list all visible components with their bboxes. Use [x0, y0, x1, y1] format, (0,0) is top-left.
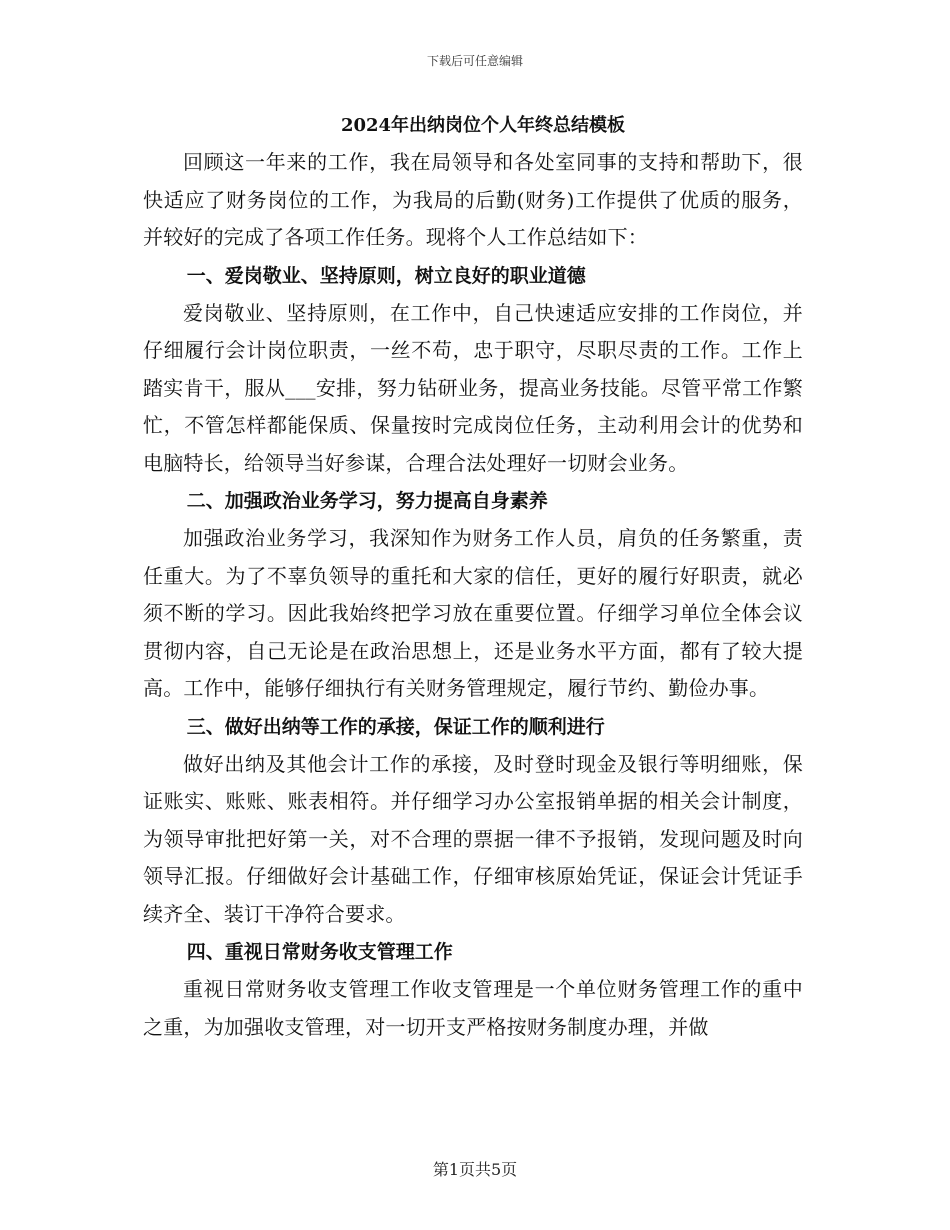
header-note: 下载后可任意编辑: [426, 54, 523, 68]
section-heading-4: 四、重视日常财务收支管理工作: [186, 941, 453, 963]
section-body-2: 加强政治业务学习，我深知作为财务工作人员，肩负的任务繁重，责任重大。为了不辜负领导的重托和大家的信任，更好的履行好职责，就必须不断的学习。因此我始终把学习放在重要位置。仔细学习单位全体会议贯彻内容，自己无论是在政治思想上，还是业务水平方面，都有了较大提高。工作中，能够仔细执行有关财务管理规定，履行节约、勤俭办事。: [143, 526, 803, 700]
section-body-3: 做好出纳及其他会计工作的承接，及时登时现金及银行等明细账，保证账实、账账、账表相符。并仔细学习办公室报销单据的相关会计制度，为领导审批把好第一关，对不合理的票据一律不予报销，发现问题及时向领导汇报。仔细做好会计基础工作，仔细审核原始凭证，保证会计凭证手续齐全、装订干净符合要求。: [143, 751, 803, 926]
document-title: 2024年出纳岗位个人年终总结模板: [340, 115, 626, 136]
section-body-1: 爱岗敬业、坚持原则，在工作中，自己快速适应安排的工作岗位，并仔细履行会计岗位职责，一丝不苟，忠于职守，尽职尽责的工作。工作上踏实肯干，服从___安排，努力钻研业务，提高业务技能。尽管平常工作繁忙，不管怎样都能保质、保量按时完成岗位任务，主动利用会计的优势和电脑特长，给领导当好参谋，合理合法处理好一切财会业务。: [143, 300, 803, 475]
section-heading-1: 一、爱岗敬业、坚持原则，树立良好的职业道德: [186, 264, 586, 287]
intro-paragraph: 回顾这一年来的工作，我在局领导和各处室同事的支持和帮助下，很快适应了财务岗位的工作，为我局的后勤(财务)工作提供了优质的服务，并较好的完成了各项工作任务。现将个人工作总结如下：: [143, 150, 803, 249]
section-heading-2: 二、加强政治业务学习，努力提高自身素养: [186, 490, 548, 512]
document-body: [143, 108, 803, 1046]
section-body-4: 重视日常财务收支管理工作收支管理是一个单位财务管理工作的重中之重，为加强收支管理，对一切开支严格按财务制度办理，并做: [143, 977, 803, 1039]
section-heading-3: 三、做好出纳等工作的承接，保证工作的顺利进行: [186, 715, 605, 738]
page-indicator: 第1页共5页: [432, 1160, 518, 1179]
